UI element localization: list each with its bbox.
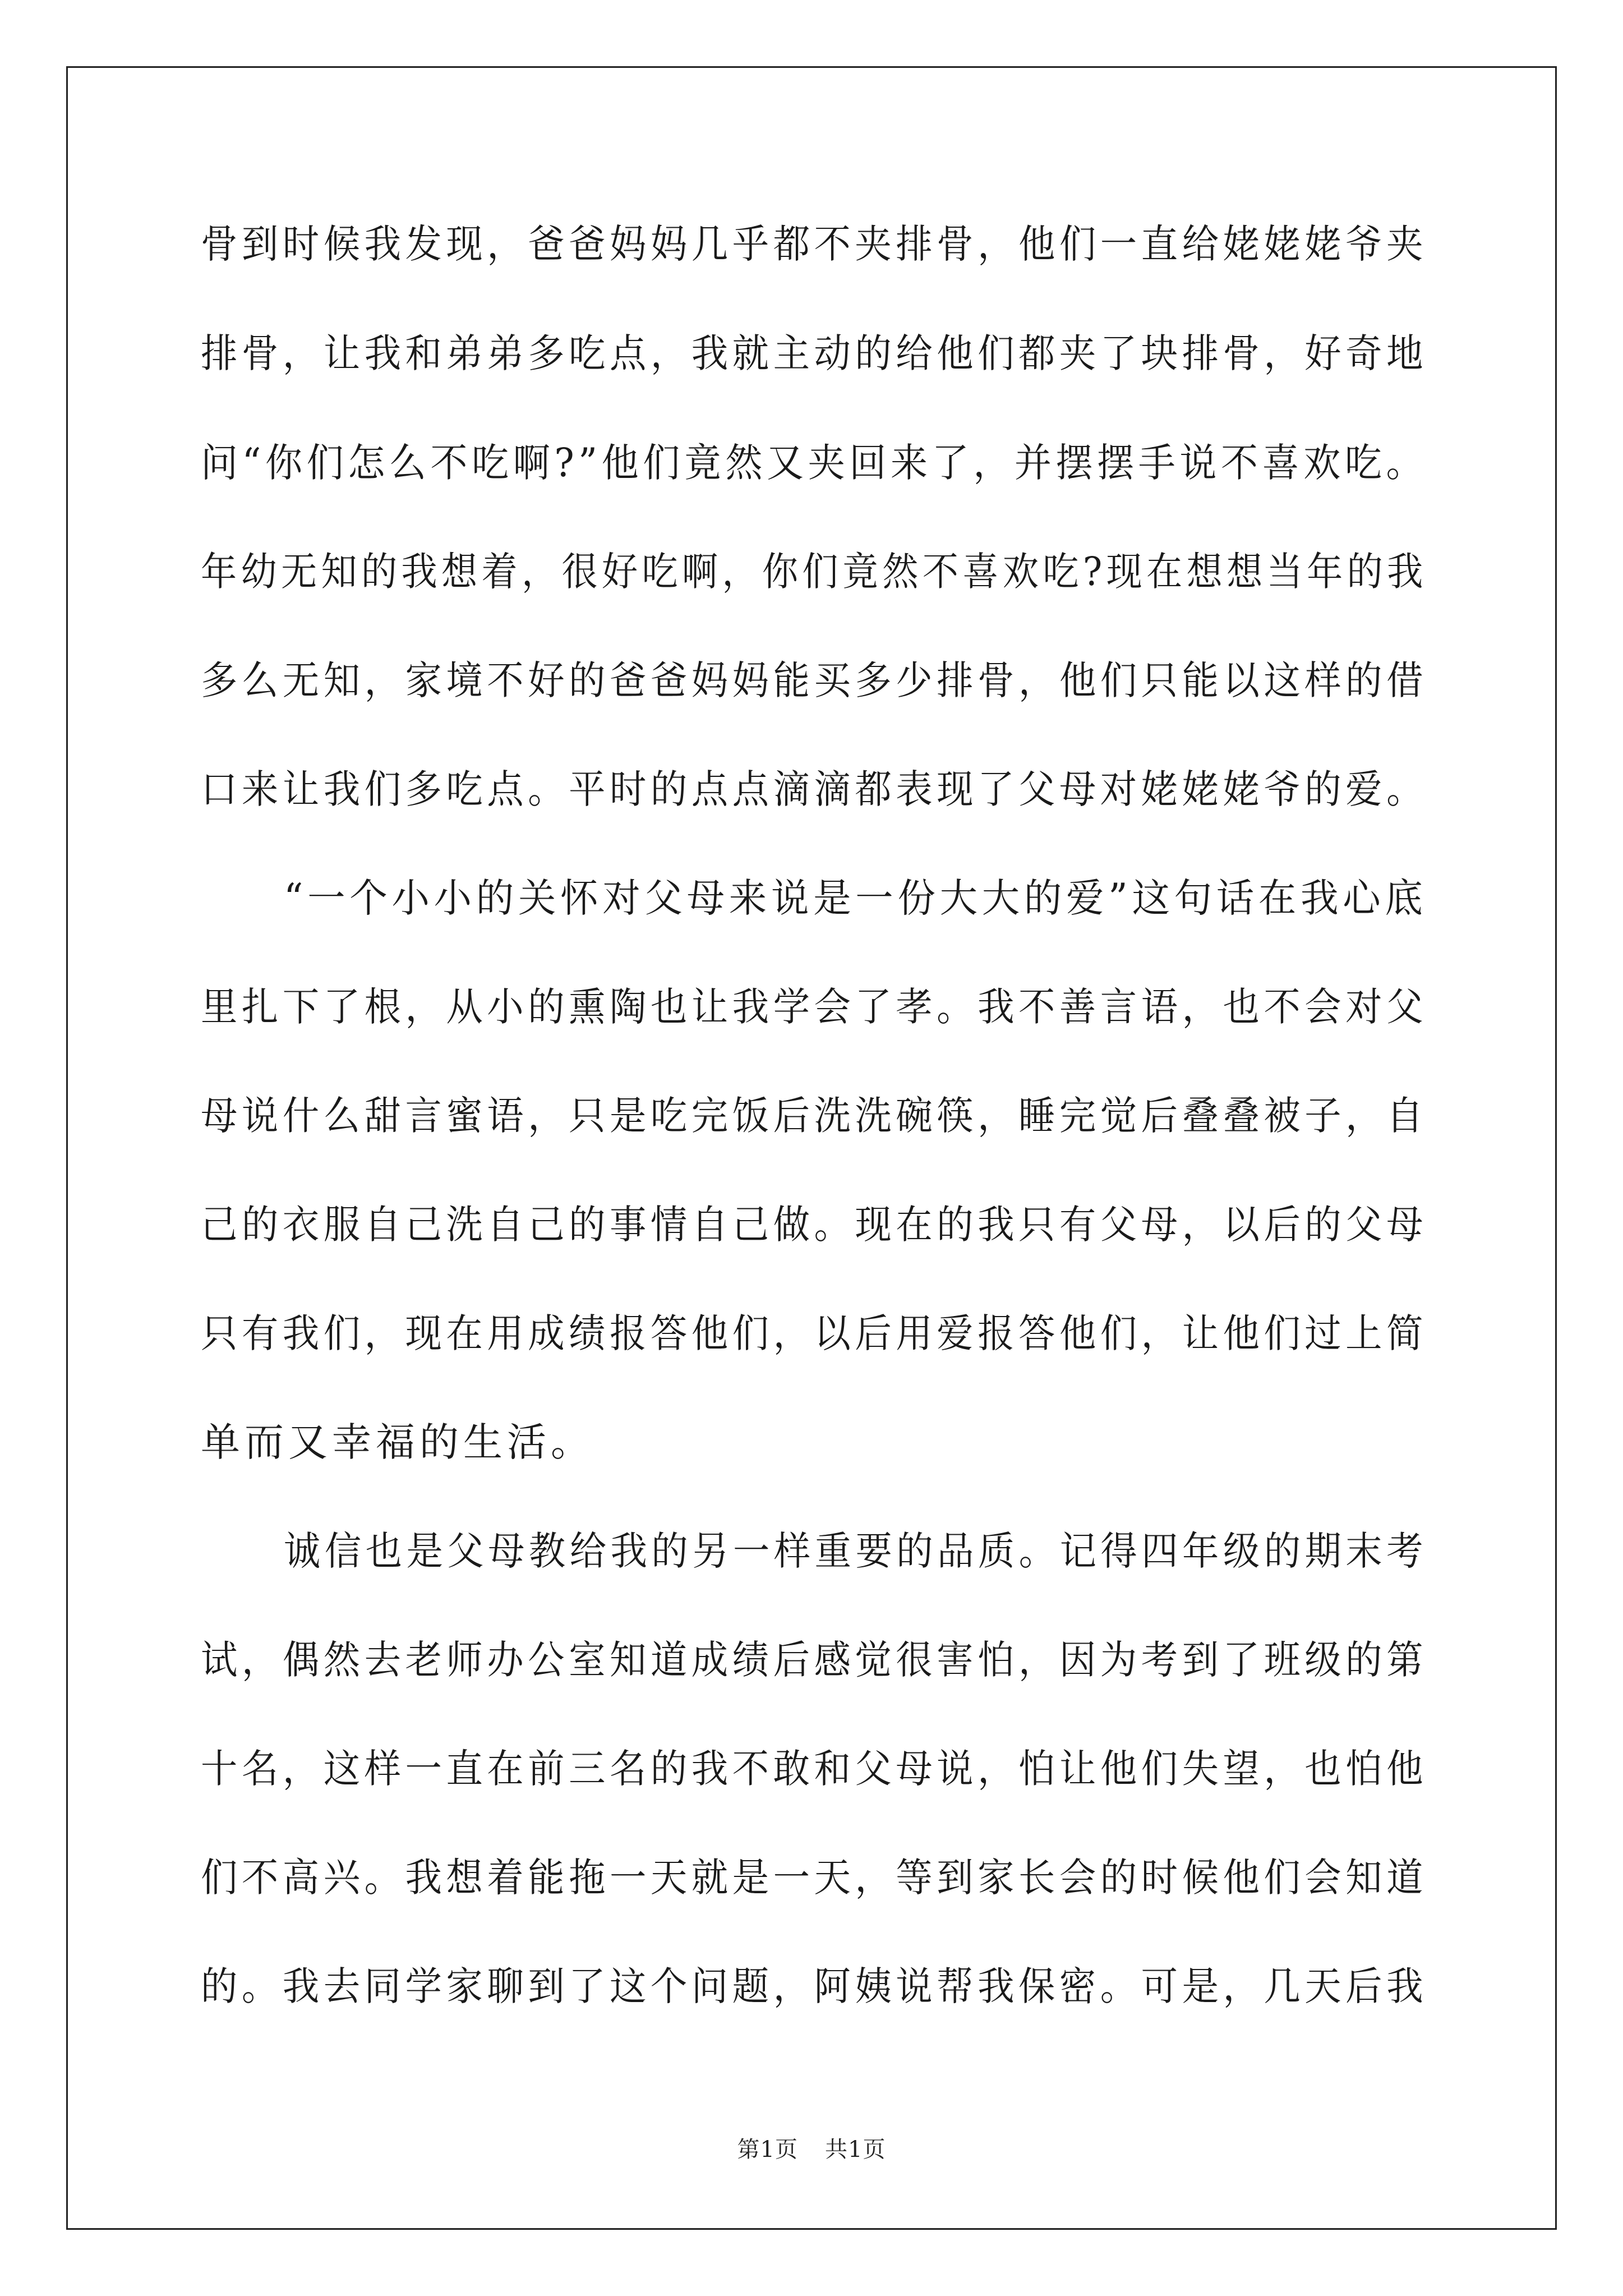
text-line: 的。我去同学家聊到了这个问题，阿姨说帮我保密。可是，几天后我 [201,1963,1427,2009]
text-line: 们不高兴。我想着能拖一天就是一天，等到家长会的时候他们会知道 [201,1855,1427,1901]
text-line: 骨到时候我发现，爸爸妈妈几乎都不夹排骨，他们一直给姥姥姥爷夹 [201,221,1427,267]
text-line: 十名，这样一直在前三名的我不敢和父母说，怕让他们失望，也怕他 [201,1746,1427,1792]
text-line: 多么无知，家境不好的爸爸妈妈能买多少排骨，他们只能以这样的借 [201,657,1427,703]
page-number: 第1页 [737,2137,798,2162]
text-line: 只有我们，现在用成绩报答他们，以后用爱报答他们，让他们过上简 [201,1310,1427,1356]
text-line: 里扎下了根，从小的熏陶也让我学会了孝。我不善言语，也不会对父 [201,984,1427,1030]
text-line: 己的衣服自己洗自己的事情自己做。现在的我只有父母，以后的父母 [201,1202,1427,1248]
text-line: 母说什么甜言蜜语，只是吃完饭后洗洗碗筷，睡完觉后叠叠被子，自 [201,1093,1427,1139]
page-border [66,66,1557,2230]
page-footer [0,2132,1623,2164]
paragraph-first-line: 诚信也是父母教给我的另一样重要的品质。记得四年级的期末考 [284,1528,1427,1574]
text-line: 单而又幸福的生活。 [201,1419,594,1465]
text-line: 口来让我们多吃点。平时的点点滴滴都表现了父母对姥姥姥爷的爱。 [201,766,1427,812]
text-line: 问“你们怎么不吃啊?”他们竟然又夹回来了，并摆摆手说不喜欢吃。 [201,440,1428,486]
paragraph-first-line: “一个小小的关怀对父母来说是一份大大的爱”这句话在我心底 [284,875,1427,921]
text-line: 年幼无知的我想着，很好吃啊，你们竟然不喜欢吃?现在想想当年的我 [201,549,1427,595]
text-line: 试，偶然去老师办公室知道成绩后感觉很害怕，因为考到了班级的第 [201,1637,1427,1683]
page-total: 共1页 [825,2137,886,2162]
text-line: 排骨，让我和弟弟多吃点，我就主动的给他们都夹了块排骨，好奇地 [201,330,1427,376]
